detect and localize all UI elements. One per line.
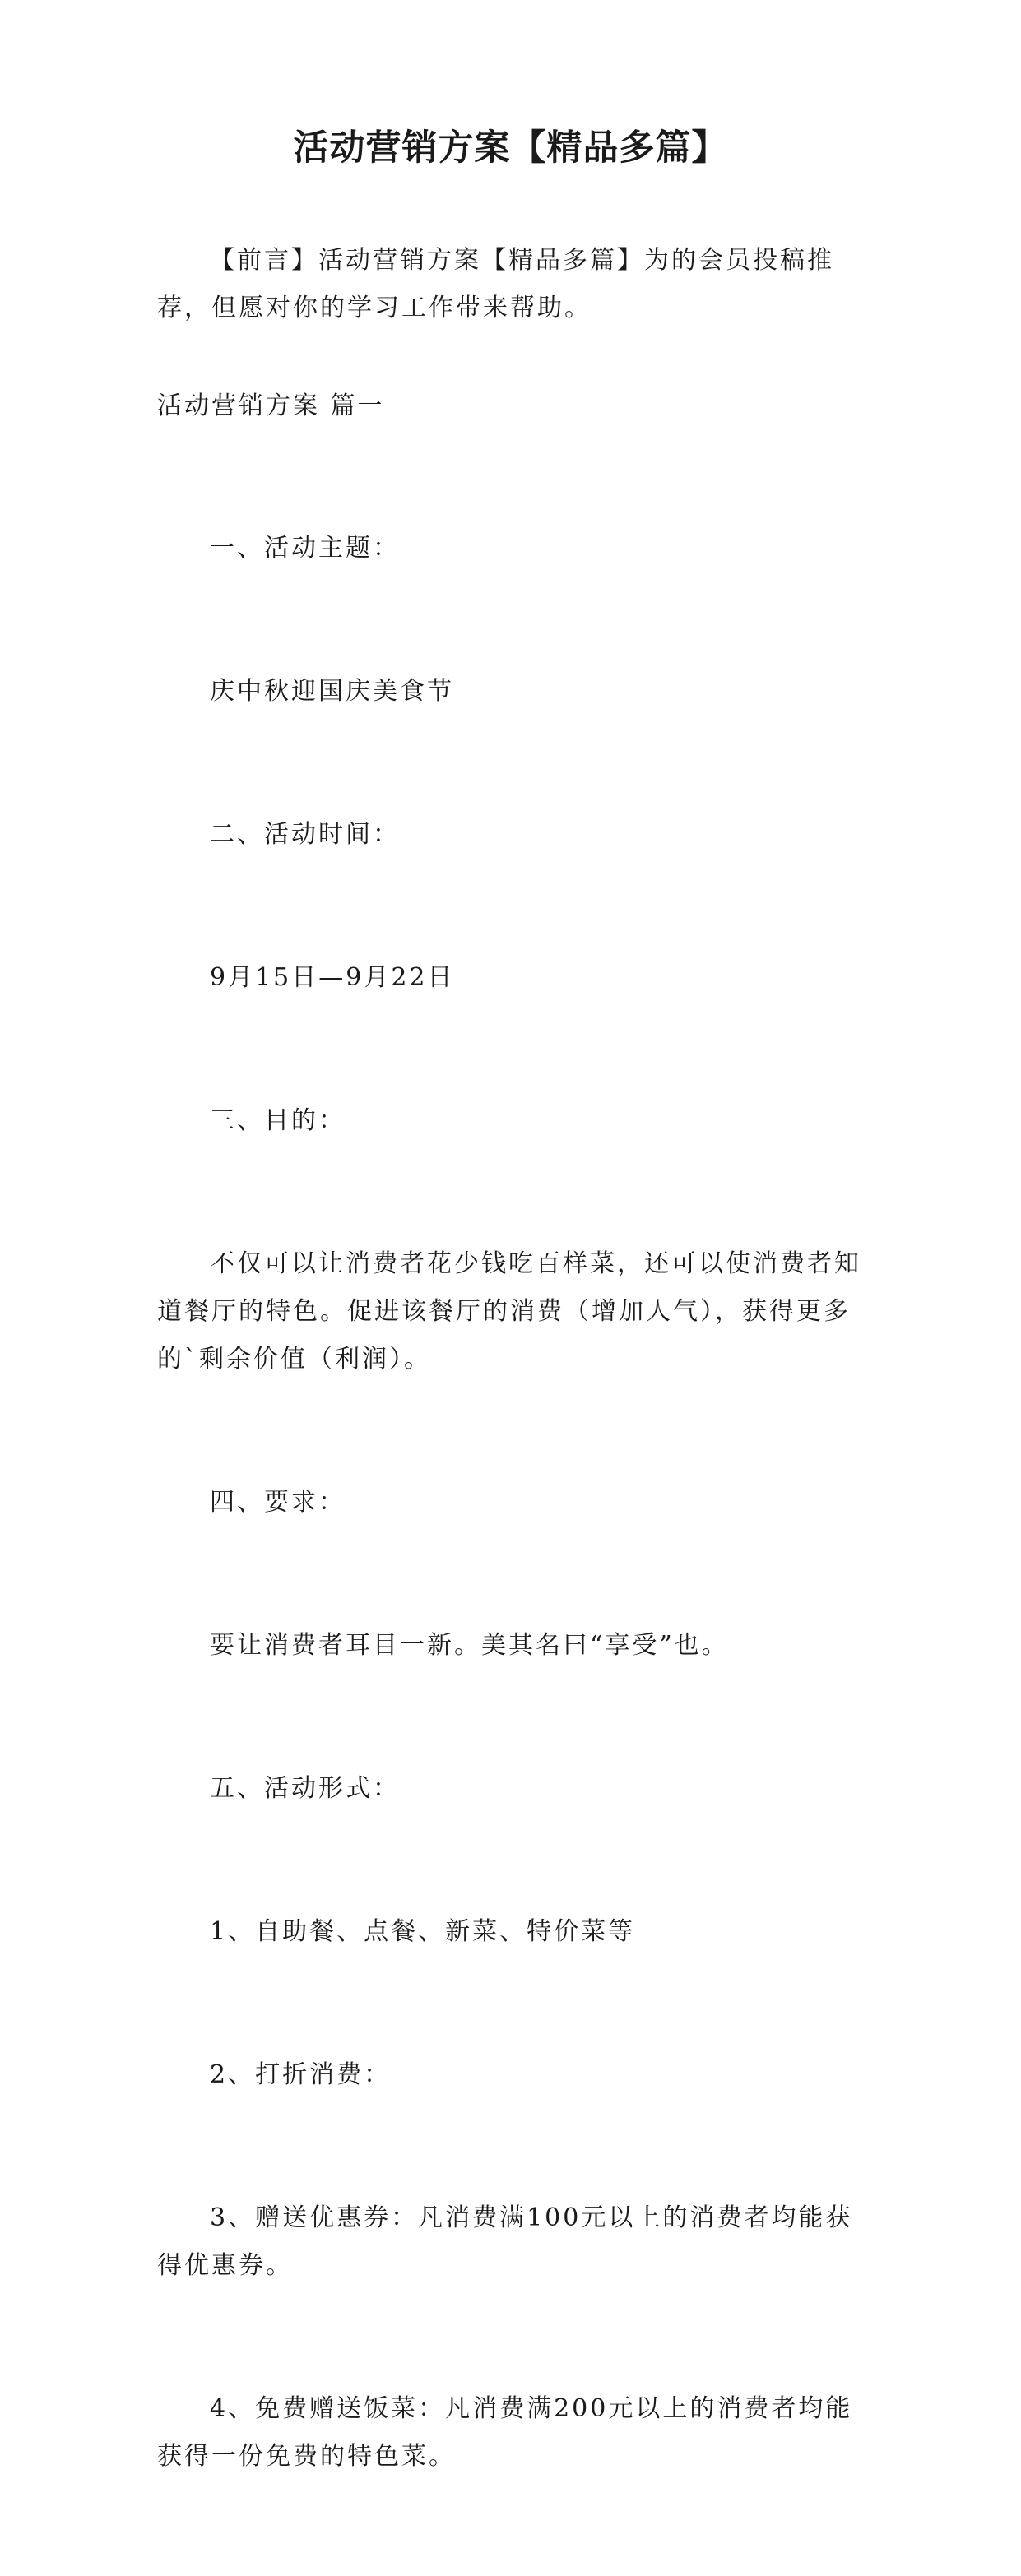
paragraph-purpose-text: 不仅可以让消费者花少钱吃百样菜，还可以使消费者知道餐厅的特色。促进该餐厅的消费（增加人气），获得更多的`剩余价值（利润）。 [157,1249,861,1374]
list-item: 2、打折消费： [210,2060,392,2089]
document-title: 活动营销方案【精品多篇】 [293,127,728,169]
preface-paragraph: 【前言】活动营销方案【精品多篇】为的会员投稿推荐，但愿对你的学习工作带来帮助。 [157,246,834,322]
section-body [157,429,866,2576]
list-item: 4、免费赠送饭菜：凡消费满200元以上的消费者均能获得一份免费的特色菜。 [157,2394,853,2471]
paragraph-time-value: 9月15日—9月22日 [210,963,455,992]
paragraph-requirement-heading: 四、要求： [210,1488,346,1517]
list-item: 1、自助餐、点餐、新菜、特价菜等 [210,1917,636,1946]
section-heading: 活动营销方案 篇一 [157,391,385,420]
list-item: 3、赠送优惠券：凡消费满100元以上的消费者均能获得优惠券。 [157,2203,853,2280]
paragraph-format-heading: 五、活动形式： [210,1774,400,1803]
paragraph-requirement-text: 要让消费者耳目一新。美其名曰“享受”也。 [210,1631,729,1660]
paragraph-time-heading: 二、活动时间： [210,820,400,849]
paragraph-theme-value: 庆中秋迎国庆美食节 [210,677,454,706]
paragraph-theme-heading: 一、活动主题： [210,534,400,563]
paragraph-purpose-heading: 三、目的： [210,1106,346,1135]
